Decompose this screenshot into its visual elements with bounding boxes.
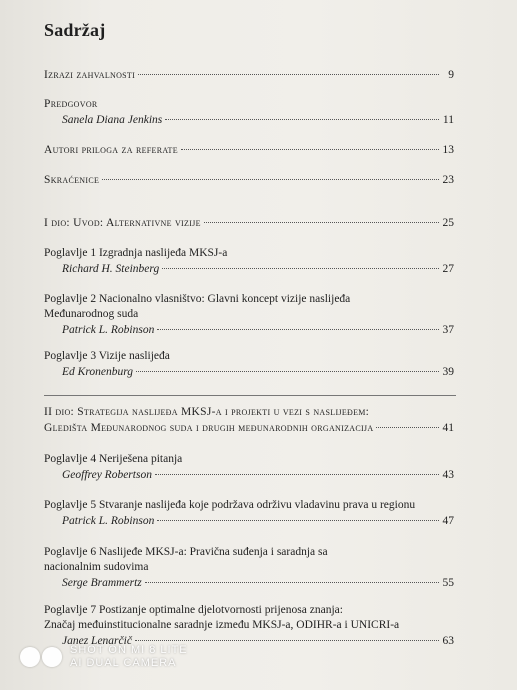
toc-entry-page: 47 <box>442 515 454 527</box>
page-title: Sadržaj <box>44 20 106 40</box>
toc-entry-page: 55 <box>442 577 454 589</box>
toc-chapter-5 <box>44 498 454 529</box>
leader-dots <box>181 149 439 150</box>
leader-dots <box>155 474 439 475</box>
leader-dots <box>136 371 439 372</box>
leader-dots <box>157 329 439 330</box>
leader-dots <box>135 640 439 641</box>
toc-entry-title-line: Poglavlje 6 Naslijeđe MKSJ-a: Pravična suđenja i saradnja sa <box>44 546 328 558</box>
toc-entry-title: Predgovor <box>44 98 98 110</box>
camera-lens-icon <box>20 647 40 667</box>
toc-entry-author: Sanela Diana Jenkins <box>62 114 163 126</box>
section-divider <box>44 395 456 396</box>
toc-entry-page: 13 <box>442 144 454 156</box>
toc-entry-title: Skraćenice <box>44 174 100 186</box>
toc-entry-foreword <box>44 97 454 128</box>
leader-dots <box>138 74 439 75</box>
leader-dots <box>102 179 439 180</box>
toc-chapter-3 <box>44 349 454 380</box>
toc-entry-title: Poglavlje 5 Stvaranje naslijeđa koje podržava održivu vladavinu prava u regionu <box>44 499 416 511</box>
toc-entry-title: Izrazi zahvalnosti <box>44 69 136 81</box>
toc-chapter-7 <box>44 603 454 649</box>
toc-entry-title: Poglavlje 4 Neriješena pitanja <box>44 453 183 465</box>
toc-entry-contributors <box>44 143 454 158</box>
toc-entry-page: 11 <box>442 114 454 126</box>
toc-entry-title-line: II dio: Strategija naslijeđa MKSJ-a i projekti u vezi s naslijeđem: <box>44 406 370 418</box>
toc-part-2 <box>44 405 454 436</box>
leader-dots <box>145 582 439 583</box>
toc-entry-page: 9 <box>448 69 454 81</box>
toc-entry-page: 63 <box>442 635 454 647</box>
toc-entry-page: 39 <box>442 366 454 378</box>
toc-entry-title-line: Poglavlje 2 Nacionalno vlasništvo: Glavni koncept vizije naslijeđa <box>44 293 351 305</box>
toc-entry-acknowledgements <box>44 68 454 83</box>
toc-entry-author: Richard H. Steinberg <box>62 263 160 275</box>
camera-watermark <box>20 644 188 670</box>
watermark-line-1: SHOT ON MI 8 LITE <box>70 644 188 656</box>
leader-dots <box>204 222 439 223</box>
toc-part-1 <box>44 216 454 231</box>
toc-entry-title-line: nacionalnim sudovima <box>44 561 149 573</box>
toc-entry-author: Geoffrey Robertson <box>62 469 152 481</box>
toc-entry-title-line: Međunarodnog suda <box>44 308 139 320</box>
toc-entry-title-line: Značaj međuinstitucionalne saradnje između MKSJ-a, ODIHR-a i UNICRI-a <box>44 619 400 631</box>
watermark-line-2: AI DUAL CAMERA <box>70 657 177 669</box>
toc-entry-title: Autori priloga za referate <box>44 144 178 156</box>
toc-entry-title-line: Poglavlje 7 Postizanje optimalne djelotvornosti prijenosa znanja: <box>44 604 343 616</box>
toc-entry-author: Patrick L. Robinson <box>62 515 155 527</box>
toc-entry-title: Poglavlje 1 Izgradnja naslijeđa MKSJ-a <box>44 247 228 259</box>
leader-dots <box>376 427 439 428</box>
toc-entry-author: Serge Brammertz <box>62 577 142 589</box>
toc-chapter-1 <box>44 246 454 277</box>
toc-chapter-2 <box>44 292 454 338</box>
toc-entry-page: 41 <box>442 422 454 434</box>
leader-dots <box>165 119 439 120</box>
toc-entry-page: 23 <box>442 174 454 186</box>
toc-entry-author: Ed Kronenburg <box>62 366 134 378</box>
toc-entry-title: I dio: Uvod: Alternativne vizije <box>44 217 201 229</box>
toc-entry-abbreviations <box>44 173 454 188</box>
toc-entry-title: Poglavlje 3 Vizije naslijeđa <box>44 350 170 362</box>
toc-chapter-4 <box>44 452 454 483</box>
toc-chapter-6 <box>44 545 454 591</box>
toc-entry-page: 25 <box>442 217 454 229</box>
watermark-text <box>70 644 188 670</box>
leader-dots <box>157 520 439 521</box>
toc-entry-author: Janez Lenarčič <box>62 635 132 647</box>
toc-entry-page: 37 <box>442 324 454 336</box>
leader-dots <box>162 268 439 269</box>
toc-entry-title-line: Gledišta Međunarodnog suda i drugih međunarodnih organizacija <box>44 422 374 434</box>
toc-entry-author: Patrick L. Robinson <box>62 324 155 336</box>
toc-entry-page: 27 <box>442 263 454 275</box>
toc-entry-page: 43 <box>442 469 454 481</box>
camera-lens-icon <box>42 647 62 667</box>
